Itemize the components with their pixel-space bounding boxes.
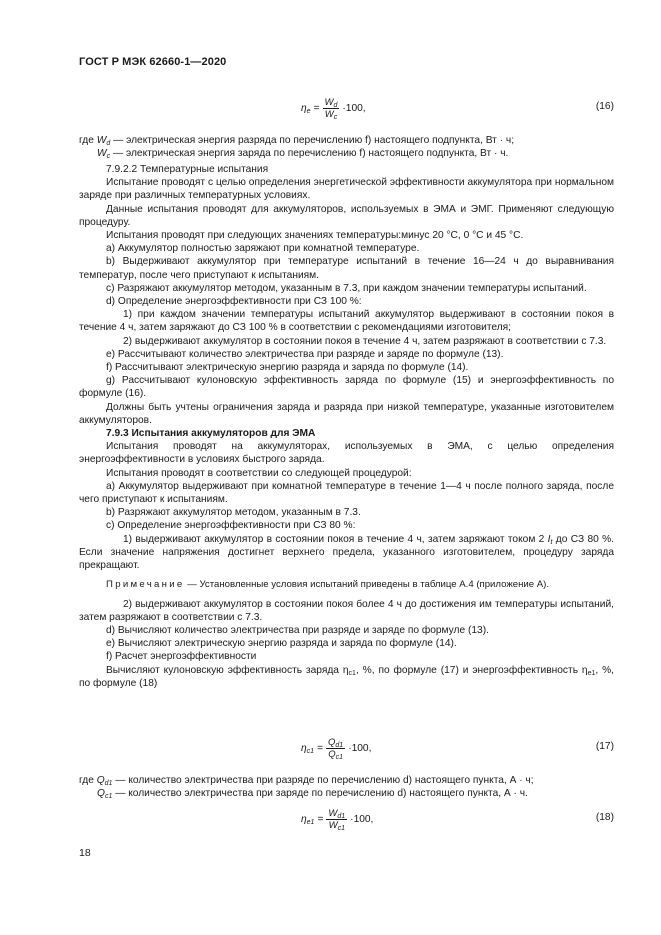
list-item: a) Аккумулятор полностью заряжают при комнатной температуре. [106,243,420,255]
paragraph: Данные испытания проводят для аккумуляторов, используемых в ЭМА и ЭМГ. Применяют следующую процедуру. [79,203,614,228]
paragraph: Испытания проводят в соответствии со следующей процедурой: [106,467,412,479]
list-item: b) Выдерживают аккумулятор при температуре испытаний в течение 16—24 ч до выравнивания температур, после чего приступают к испытаниям. [79,256,614,281]
formula-18: $\eta_{e1}$ = $\frac{W_{d1}}{W_{c1}}$ ·100, (18) [301,807,614,832]
paragraph: Испытания проводят при следующих значениях температуры:минус 20 °С, 0 °С и 45 °С. [106,230,524,242]
formula-16: $\eta_e$ = $\frac{W_d}{W_c}$ ·100, (16) [301,96,614,121]
note: Примечание — Установленные условия испытаний приведены в таблице А.4 (приложение А). [106,579,550,591]
equation-number: (16) [595,101,614,112]
paragraph: Вычисляют кулоновскую эффективность заряда $\eta_{c1}$, %, по формуле (17) и энергоэффективность $\eta_{e1}$, %, по формуле (18) [79,664,614,689]
list-item: a) Аккумулятор выдерживают при комнатной температуре в течение 1—4 ч после полного заряда, после чего приступают к испытаниям. [79,480,614,506]
paragraph: Испытание проводят с целью определения энергетической эффективности аккумулятора при нормальном заряде при различных температурных условиях. [79,177,614,202]
list-item: 2) выдерживают аккумулятор в состоянии покоя более 4 ч до достижения им температуры испытаний, затем разряжают в соответствии с 7.3. [79,598,614,623]
page-header: ГОСТ Р МЭК 62660-1—2020 [79,56,227,68]
list-item: b) Разряжают аккумулятор методом, указанным в 7.3. [106,507,361,519]
list-item: d) Вычисляют количество электричества при разряде и заряде по формуле (13). [106,624,489,636]
list-item: 1) выдерживают аккумулятор в состоянии покоя в течение 4 ч, затем заряжают током 2 $I_t$ до СЗ 80 %. Если значение напряжения достигнет верхнего предела, указанного изготовителем, процедуру заряда прекращают. [79,533,614,572]
section-7922-title: 7.9.2.2 Температурные испытания [106,164,269,175]
list-item: f) Расчет энергоэффективности [106,651,257,663]
list-item: d) Определение энергоэффективности при СЗ 100 %: [106,296,362,308]
main-text [79,163,614,690]
equation-number: (18) [595,812,614,823]
formula-17: $\eta_{c1}$ = $\frac{Q_{d1}}{Q_{c1}}$ ·100, (17) [301,736,614,761]
list-item: e) Рассчитывают количество электричества при разряде и заряде по формуле (13). [106,348,504,360]
list-item: f) Рассчитывают электрическую энергию разряда и заряда по формуле (14). [106,362,469,374]
paragraph: Испытания проводят на аккумуляторах, используемых в ЭМА, с целью определения энергоэффективности в условиях быстрого заряда. [79,441,614,466]
list-item: c) Разряжают аккумулятор методом, указанным в 7.3, при каждом значении температуры испытаний. [106,282,587,294]
page-number: 18 [79,847,91,859]
paragraph: Должны быть учтены ограничения заряда и разряда при низкой температуре, указанные изготовителем аккумуляторов. [79,401,614,426]
section-793-title: 7.9.3 Испытания аккумуляторов для ЭМА [106,428,316,440]
where-block-2: где $Q_{d1}$ — количество электричества при разряде по перечислению d) настоящего пункта, А · ч; $Q_{c1}$ — количество электричества при заряде по перечислению d) настоящего пункта, А · ч. [79,775,534,801]
list-item: 1) при каждом значении температуры испытаний аккумулятор выдерживают в состоянии покоя в течение 4 ч, затем заряжают до СЗ 100 % в соответствии с рекомендациями изготовителя; [79,309,614,334]
list-item: e) Вычисляют электрическую энергию разряда и заряда по формуле (14). [106,638,457,650]
list-item: 2) выдерживают аккумулятор в состоянии покоя в течение 4 ч, затем разряжают в соответствии с 7.3. [123,335,607,347]
list-item: c) Определение энергоэффективности при СЗ 80 %: [106,520,356,532]
where-block-1: где $W_d$ — электрическая энергия разряда по перечислению f) настоящего подпункта, Вт · ч; $W_c$ — электрическая энергия заряда по перечислению f) настоящего подпункта, Вт · ч. [79,135,515,161]
list-item: g) Рассчитывают кулоновскую эффективность заряда по формуле (15) и энергоэффективность по формуле (16). [79,375,614,400]
equation-number: (17) [595,741,614,752]
